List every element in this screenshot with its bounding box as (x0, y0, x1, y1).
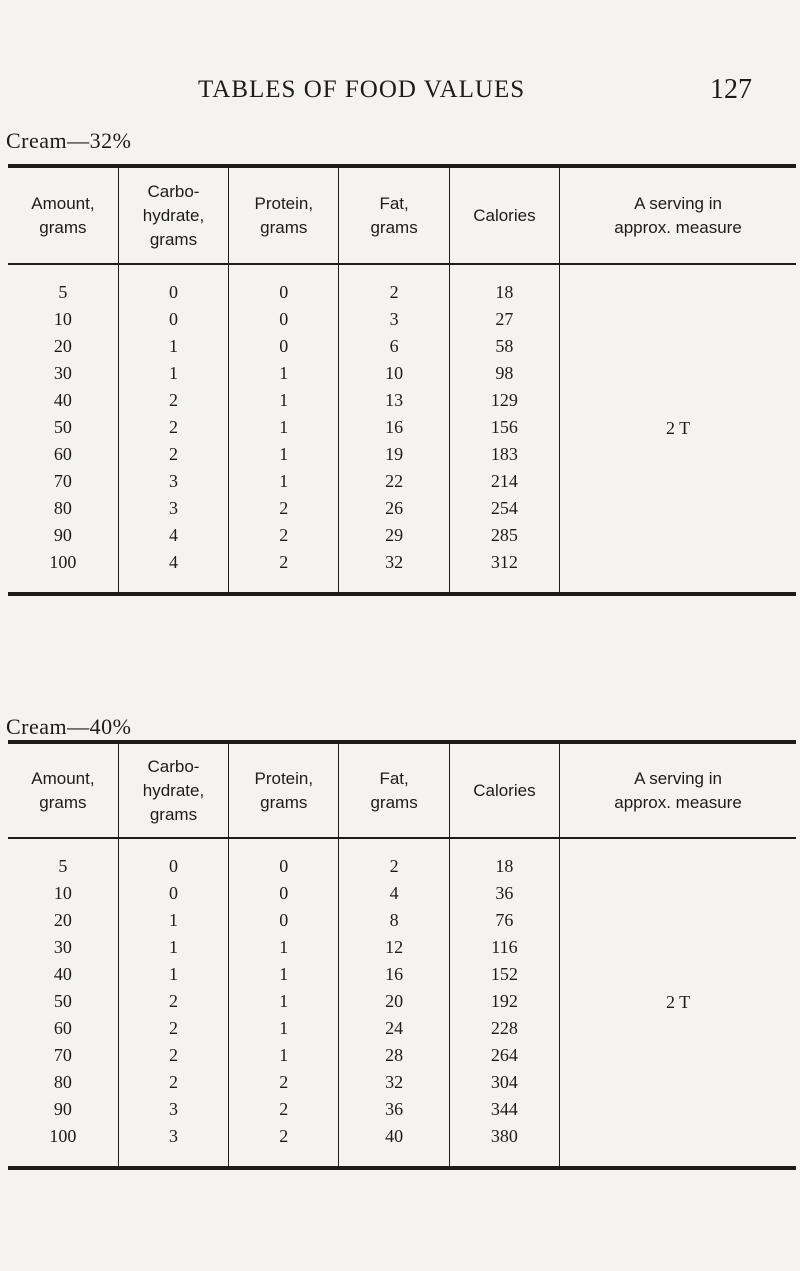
table-cell: 28 (339, 1042, 449, 1069)
table-cell: 3 (118, 468, 228, 495)
table-cell: 60 (53, 444, 72, 464)
table-cell: 80 (53, 1072, 72, 1092)
table-cell: 30 (53, 937, 72, 957)
table-cell: 312 (449, 549, 559, 576)
table-cell: 12 (339, 934, 449, 961)
table-cell: 8 (339, 907, 449, 934)
table-cell: 1 (118, 907, 228, 934)
table-cell: 5 (58, 856, 68, 876)
table-cell: 0 (118, 853, 228, 880)
table-cell: 3 (339, 306, 449, 333)
table-cell: 2 (339, 853, 449, 880)
column-header-line: Fat, (379, 768, 409, 788)
column-header (118, 742, 228, 838)
table-cell: 2 (118, 441, 228, 468)
food-table-cream-32 (8, 164, 796, 596)
table-cell: 152 (449, 961, 559, 988)
column-header (8, 166, 118, 264)
column-header-line: grams (370, 792, 418, 812)
column-header (449, 166, 559, 264)
table-cell: 90 (53, 525, 72, 545)
food-values-table (8, 740, 796, 1170)
table-cell: 1 (118, 961, 228, 988)
table-cell: 0 (229, 333, 339, 360)
table-cell: 10 (53, 883, 72, 903)
column-header (8, 742, 118, 838)
column-header-line: Amount, (31, 193, 95, 213)
table-cell: 3 (118, 1123, 228, 1150)
table-cell: 36 (339, 1096, 449, 1123)
table-cell: 20 (53, 910, 72, 930)
table-cell: 156 (449, 414, 559, 441)
table-cell: 0 (118, 279, 228, 306)
table-cell: 2 (118, 1069, 228, 1096)
table-cell: 29 (339, 522, 449, 549)
table-cell: 116 (449, 934, 559, 961)
table-cell: 1 (229, 360, 339, 387)
table-cell: 16 (339, 414, 449, 441)
column-header-line: grams (370, 217, 418, 237)
column-header-line: Carbo- (147, 181, 200, 201)
table-cell: 40 (339, 1123, 449, 1150)
table-cell: 1 (229, 1042, 339, 1069)
column-header-line: Carbo- (147, 756, 200, 776)
table-cell: 32 (339, 1069, 449, 1096)
table-cell: 36 (449, 880, 559, 907)
running-head: TABLES OF FOOD VALUES (198, 76, 526, 103)
table-cell: 0 (229, 853, 339, 880)
table-cell: 27 (449, 306, 559, 333)
table-cell: 5 (58, 282, 68, 302)
table-cell: 254 (449, 495, 559, 522)
column-header (339, 742, 449, 838)
table-cell: 58 (449, 333, 559, 360)
table-cell: 76 (449, 907, 559, 934)
column-header-line: hydrate, (142, 205, 205, 225)
food-values-table (8, 164, 796, 596)
table-cell: 4 (118, 549, 228, 576)
table-cell: 1 (229, 961, 339, 988)
column-header-line: Calories (473, 780, 536, 800)
table-cell: 1 (229, 441, 339, 468)
table-cell: 100 (49, 1126, 77, 1146)
table-cell: 18 (449, 279, 559, 306)
table-cell: 4 (118, 522, 228, 549)
table-cell: 0 (229, 907, 339, 934)
table-cell: 380 (449, 1123, 559, 1150)
table-cell: 264 (449, 1042, 559, 1069)
table-cell: 1 (118, 360, 228, 387)
column-header (229, 166, 339, 264)
table-cell: 0 (229, 279, 339, 306)
table-cell: 344 (449, 1096, 559, 1123)
table-cell: 70 (53, 471, 72, 491)
table-cell: 90 (53, 1099, 72, 1119)
table-cell: 1 (118, 333, 228, 360)
table-cell: 1 (229, 387, 339, 414)
serving-measure: 2 T (560, 838, 796, 1168)
table-cell: 228 (449, 1015, 559, 1042)
table-cell: 6 (339, 333, 449, 360)
table-cell: 16 (339, 961, 449, 988)
table-cell: 10 (339, 360, 449, 387)
table-cell: 30 (53, 363, 72, 383)
column-header (560, 742, 796, 838)
table-cell: 285 (449, 522, 559, 549)
table-cell: 13 (339, 387, 449, 414)
page-number: 127 (710, 74, 752, 105)
column-header-line: Protein, (254, 768, 314, 788)
table-cell: 24 (339, 1015, 449, 1042)
table-cell: 100 (49, 552, 77, 572)
table-cell: 2 (118, 387, 228, 414)
table-cell: 129 (449, 387, 559, 414)
table-cell: 70 (53, 1045, 72, 1065)
table-cell: 2 (229, 1123, 339, 1150)
serving-measure: 2 T (560, 264, 796, 594)
table-cell: 50 (53, 991, 72, 1011)
table-cell: 2 (118, 1015, 228, 1042)
table-cell: 50 (53, 417, 72, 437)
table-cell: 192 (449, 988, 559, 1015)
table-cell: 2 (229, 522, 339, 549)
table-cell: 1 (229, 988, 339, 1015)
table-cell: 60 (53, 1018, 72, 1038)
column-header-line: grams (260, 217, 308, 237)
table-cell: 22 (339, 468, 449, 495)
food-table-cream-40 (8, 740, 796, 1170)
table-cell: 2 (229, 1069, 339, 1096)
table-cell: 20 (339, 988, 449, 1015)
table-cell: 2 (229, 495, 339, 522)
column-header-line: A serving in (634, 768, 722, 788)
table-cell: 0 (118, 880, 228, 907)
table-cell: 3 (118, 495, 228, 522)
table-cell: 2 (229, 549, 339, 576)
table-cell: 32 (339, 549, 449, 576)
table-cell: 40 (53, 964, 72, 984)
table-cell: 0 (229, 306, 339, 333)
column-header-line: hydrate, (142, 780, 205, 800)
table-cell: 1 (118, 934, 228, 961)
column-header (339, 166, 449, 264)
table-cell: 2 (339, 279, 449, 306)
column-header-line: grams (39, 217, 87, 237)
table-cell: 1 (229, 1015, 339, 1042)
column-header-line: Calories (473, 205, 536, 225)
column-header-line: grams (260, 792, 308, 812)
column-header-line: approx. measure (614, 792, 742, 812)
column-header-line: Protein, (254, 193, 314, 213)
column-header-line: grams (149, 229, 198, 249)
table-cell: 19 (339, 441, 449, 468)
table-cell: 2 (118, 988, 228, 1015)
table-cell: 80 (53, 498, 72, 518)
table-cell: 10 (53, 309, 72, 329)
table-cell: 304 (449, 1069, 559, 1096)
section-title-cream-40: Cream—40% (6, 714, 132, 739)
table-cell: 98 (449, 360, 559, 387)
table-cell: 0 (229, 880, 339, 907)
table-cell: 26 (339, 495, 449, 522)
table-cell: 4 (339, 880, 449, 907)
column-header (229, 742, 339, 838)
table-cell: 20 (53, 336, 72, 356)
column-header-line: grams (39, 792, 87, 812)
section-title-cream-32: Cream—32% (6, 128, 132, 153)
column-header (560, 166, 796, 264)
table-cell: 18 (449, 853, 559, 880)
table-cell: 1 (229, 934, 339, 961)
table-cell: 40 (53, 390, 72, 410)
column-header-line: Fat, (379, 193, 409, 213)
table-cell: 214 (449, 468, 559, 495)
column-header-line: A serving in (634, 193, 722, 213)
table-cell: 183 (449, 441, 559, 468)
column-header-line: approx. measure (614, 217, 742, 237)
table-cell: 3 (118, 1096, 228, 1123)
table-cell: 0 (118, 306, 228, 333)
table-cell: 2 (118, 414, 228, 441)
column-header-line: Amount, (31, 768, 95, 788)
table-cell: 1 (229, 468, 339, 495)
column-header (118, 166, 228, 264)
table-cell: 1 (229, 414, 339, 441)
table-cell: 2 (118, 1042, 228, 1069)
table-cell: 2 (229, 1096, 339, 1123)
column-header (449, 742, 559, 838)
column-header-line: grams (149, 804, 198, 824)
